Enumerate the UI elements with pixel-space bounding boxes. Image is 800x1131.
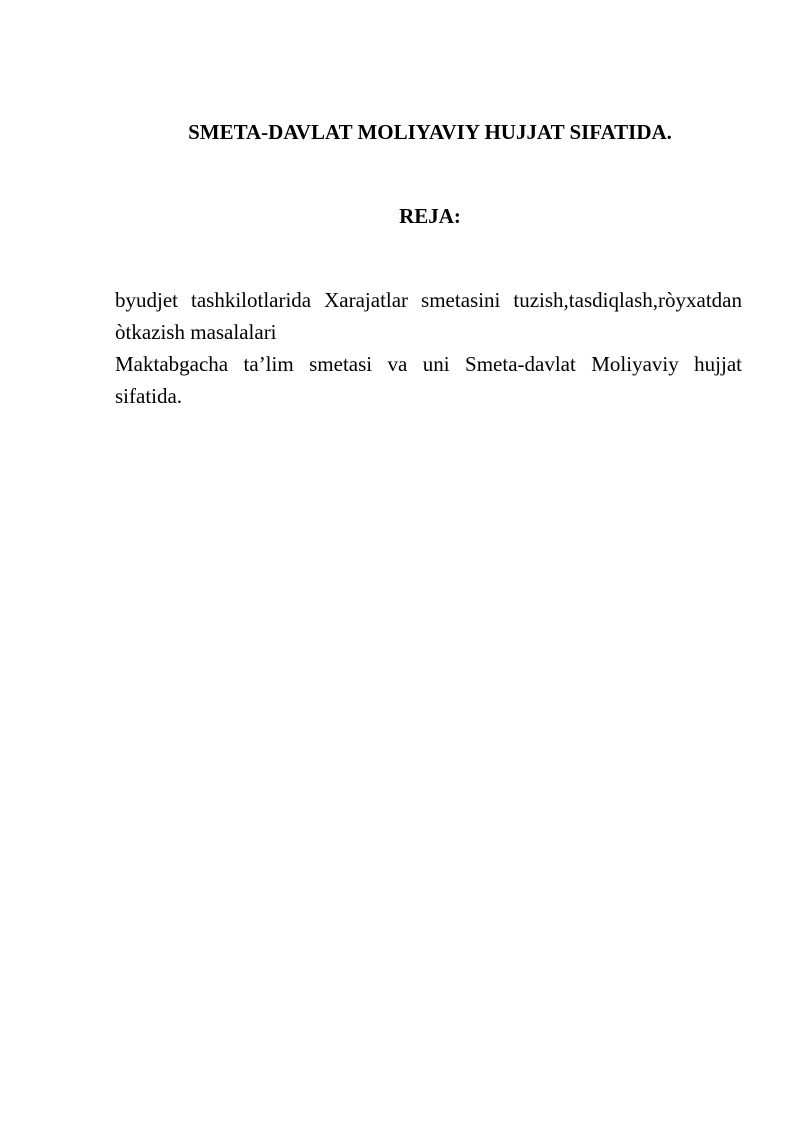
plan-list [115,284,742,412]
plan-item-2: Maktabgacha ta’lim smetasi va uni Smeta-davlat Moliyaviy hujjat sifatida. [115,352,742,408]
plan-heading: REJA: [399,204,461,228]
document-title: SMETA-DAVLAT MOLIYAVIY HUJJAT SIFATIDA. [188,120,672,144]
plan-item-1: byudjet tashkilotlarida Xarajatlar smetasini tuzish,tasdiqlash,ròyxatdan òtkazish masalalari [115,288,742,344]
